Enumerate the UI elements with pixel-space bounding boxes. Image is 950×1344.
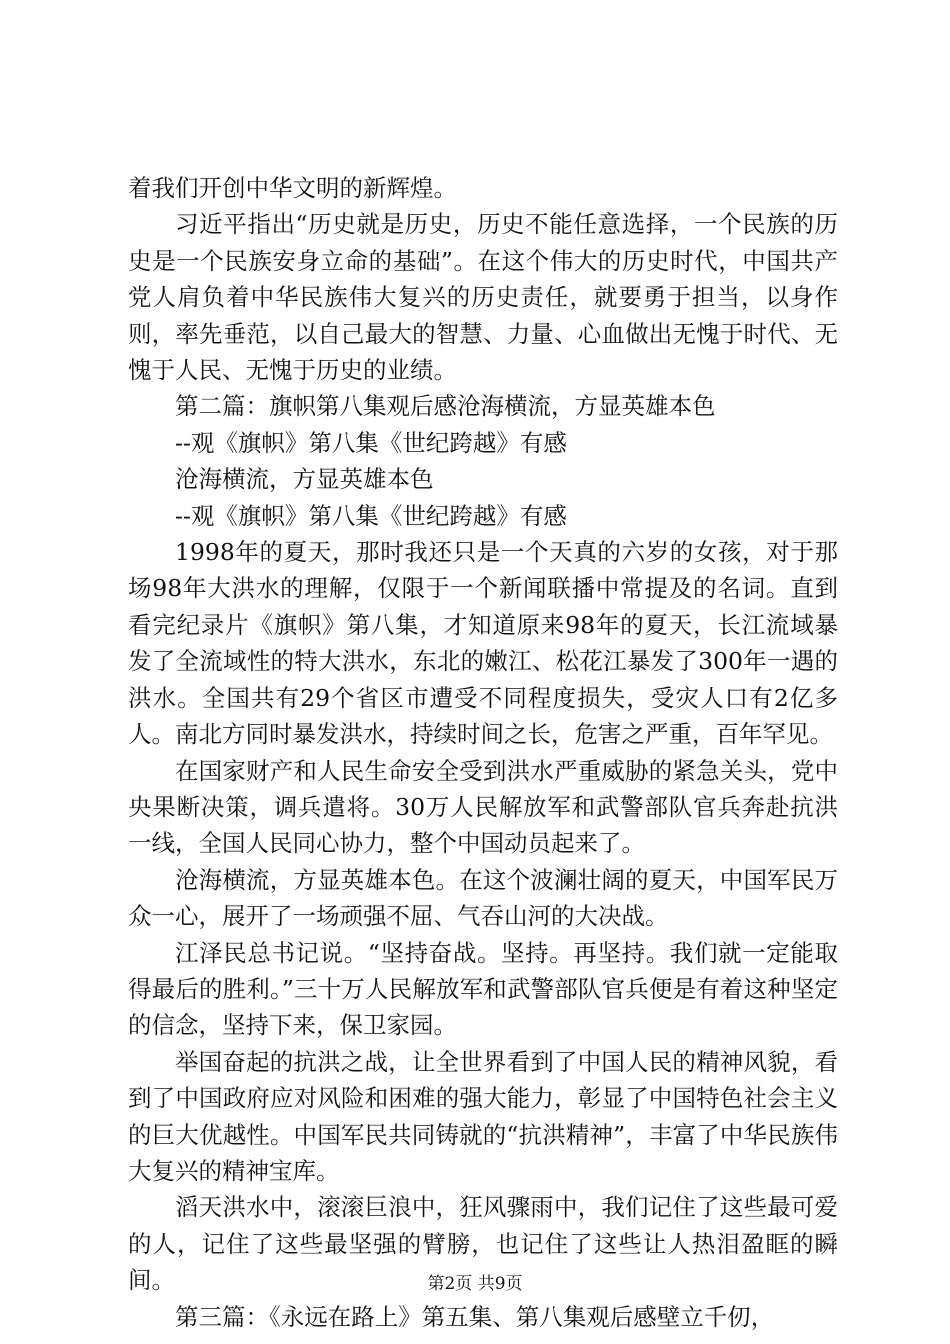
section-subtitle-2: --观《旗帜》第八集《世纪跨越》有感 — [175, 501, 567, 530]
section-heading-3: 第三篇：《永远在路上》第五集、第八集观后感壁立千仞， — [175, 1302, 775, 1331]
section-title-repeat: 沧海横流，方显英雄本色 — [175, 465, 434, 494]
document-body — [128, 170, 838, 1335]
paragraph-8: 滔天洪水中，滚滚巨浪中，狂风骤雨中，我们记住了这些最可爱的人，记住了这些最坚强的臂膀，也记住了这些让人热泪盈眶的瞬间。 — [128, 1193, 838, 1295]
paragraph-1: 着我们开创中华文明的新辉煌。 — [128, 174, 457, 202]
page-footer — [0, 1272, 950, 1296]
paragraph-6: 江泽民总书记说。“坚持奋战。坚持。再坚持。我们就一定能取得最后的胜利。”三十万人民解放军和武警部队官兵便是有着这种坚定的信念，坚持下来，保卫家园。 — [128, 938, 838, 1040]
page-number: 第2页 共9页 — [427, 1274, 523, 1294]
paragraph-2: 习近平指出“历史就是历史，历史不能任意选择，一个民族的历史是一个民族安身立命的基础”。在这个伟大的历史时代，中国共产党人肩负着中华民族伟大复兴的历史责任，就要勇于担当，以身作则，率先垂范，以自己最大的智慧、力量、心血做出无愧于时代、无愧于人民、无愧于历史的业绩。 — [128, 210, 838, 385]
paragraph-3: 1998年的夏天，那时我还只是一个天真的六岁的女孩，对于那场98年大洪水的理解，仅限于一个新闻联播中常提及的名词。直到看完纪录片《旗帜》第八集，才知道原来98年的夏天，长江流域暴发了全流域性的特大洪水，东北的嫩江、松花江暴发了300年一遇的洪水。全国共有29个省区市遭受不同程度损失，受灾人口有2亿多人。南北方同时暴发洪水，持续时间之长，危害之严重，百年罕见。 — [128, 538, 838, 749]
section-heading-2: 第二篇：旗帜第八集观后感沧海横流，方显英雄本色 — [175, 392, 716, 421]
paragraph-7: 举国奋起的抗洪之战，让全世界看到了中国人民的精神风貌，看到了中国政府应对风险和困难的强大能力，彰显了中国特色社会主义的巨大优越性。中国军民共同铸就的“抗洪精神”，丰富了中华民族伟大复兴的精神宝库。 — [128, 1047, 838, 1185]
section-subtitle-1: --观《旗帜》第八集《世纪跨越》有感 — [175, 428, 567, 457]
paragraph-4: 在国家财产和人民生命安全受到洪水严重威胁的紧急关头，党中央果断决策，调兵遣将。30万人民解放军和武警部队官兵奔赴抗洪一线，全国人民同心协力，整个中国动员起来了。 — [128, 756, 838, 858]
paragraph-5: 沧海横流，方显英雄本色。在这个波澜壮阔的夏天，中国军民万众一心，展开了一场顽强不屈、气吞山河的大决战。 — [128, 865, 838, 931]
